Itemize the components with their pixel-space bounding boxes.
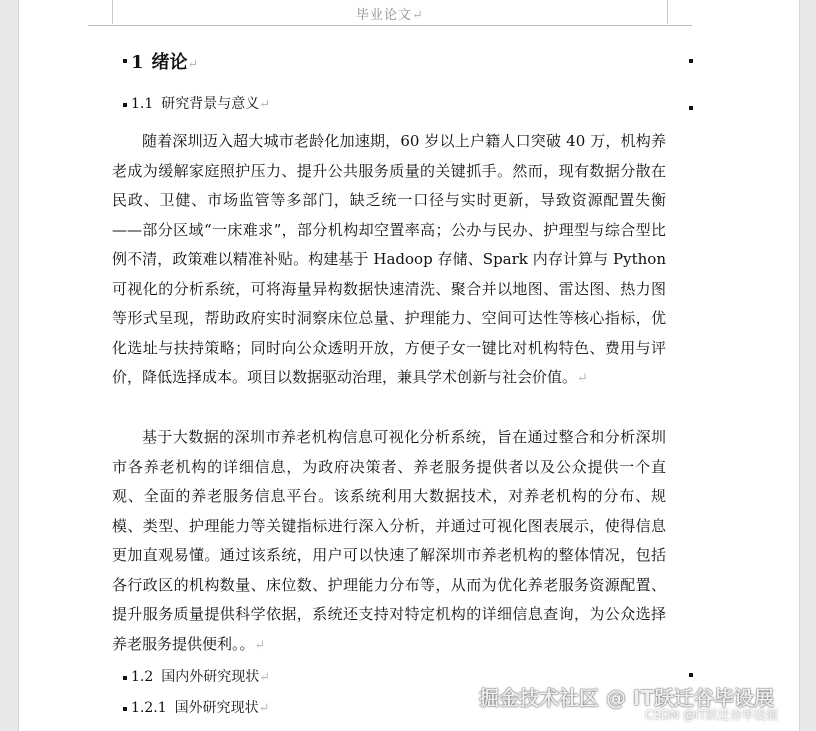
list-bullet-icon [123, 103, 127, 107]
watermark-sub: CSDN @IT跃迁谷毕设展 [645, 708, 778, 722]
list-bullet-icon [123, 59, 127, 63]
list-bullet-icon [123, 676, 127, 680]
section-heading-1-2-1[interactable]: 1.2.1 国外研究现状↵ [131, 700, 270, 716]
body-paragraph[interactable]: 基于大数据的深圳市养老机构信息可视化分析系统，旨在通过整合和分析深圳市各养老机构的详细信息，为政府决策者、养老服务提供者以及公众提供一个直观、全面的养老服务信息平台。该系统利用大数据技术，对养老机构的分布、规模、类型、护理能力等关键指标进行深入分析，并通过可视化图表展示，使得信息更加直观易懂。通过该系统，用户可以快速了解深圳市养老机构的整体情况，包括各行政区的机构数量、床位数、护理能力分布等，从而为优化养老服务资源配置、提升服务质量提供科学依据，系统还支持对特定机构的详细信息查询，为公众选择养老服务提供便利。。↵ [112, 428, 666, 653]
list-bullet-icon [123, 707, 127, 711]
paragraph-mark-icon: ↵ [187, 57, 199, 72]
body-paragraph[interactable]: 随着深圳迈入超大城市老龄化加速期，60 岁以上户籍人口突破 40 万，机构养老成为缓解家庭照护压力、提升公共服务质量的关键抓手。然而，现有数据分散在民政、卫健、市场监管等多部门，缺乏统一口径与实时更新，导致资源配置失衡——部分区域“一床难求”，部分机构却空置率高；公办与民办、护理型与综合型比例不清，政策难以精准补贴。构建基于 Hadoop 存储、Spark 内存计算与 Python 可视化的分析系统，可将海量异构数据快速清洗、聚合并以地图、雷达图、热力图等形式呈现，帮助政府实时洞察床位总量、护理能力、空间可达性等核心指标，优化选址与扶持策略；同时向公众透明开放，方便子女一键比对机构特色、费用与评价，降低选择成本。项目以数据驱动治理，兼具学术创新与社会价值。↵ [112, 132, 666, 386]
anchor-marker-icon [689, 59, 693, 63]
anchor-marker-icon [689, 673, 693, 677]
header-title: 毕业论文↵ [356, 8, 424, 23]
section-heading-1-2[interactable]: 1.2 国内外研究现状↵ [131, 669, 271, 685]
header-divider [88, 25, 692, 26]
paragraph-mark-icon: ↵ [412, 8, 424, 23]
paragraph-mark-icon: ↵ [259, 670, 271, 685]
paragraph-mark-icon: ↵ [258, 701, 270, 716]
section-heading-1-1[interactable]: 1.1 研究背景与意义↵ [131, 96, 271, 112]
watermark-main: 掘金技术社区 @ IT跃迁谷毕设展 [479, 686, 775, 710]
page-header [112, 0, 668, 24]
paragraph-mark-icon: ↵ [254, 637, 266, 653]
paragraph-mark-icon: ↵ [259, 97, 271, 112]
anchor-marker-icon [689, 106, 693, 110]
paragraph-mark-icon: ↵ [577, 371, 588, 386]
chapter-heading[interactable]: 1 绪论↵ [131, 52, 199, 73]
